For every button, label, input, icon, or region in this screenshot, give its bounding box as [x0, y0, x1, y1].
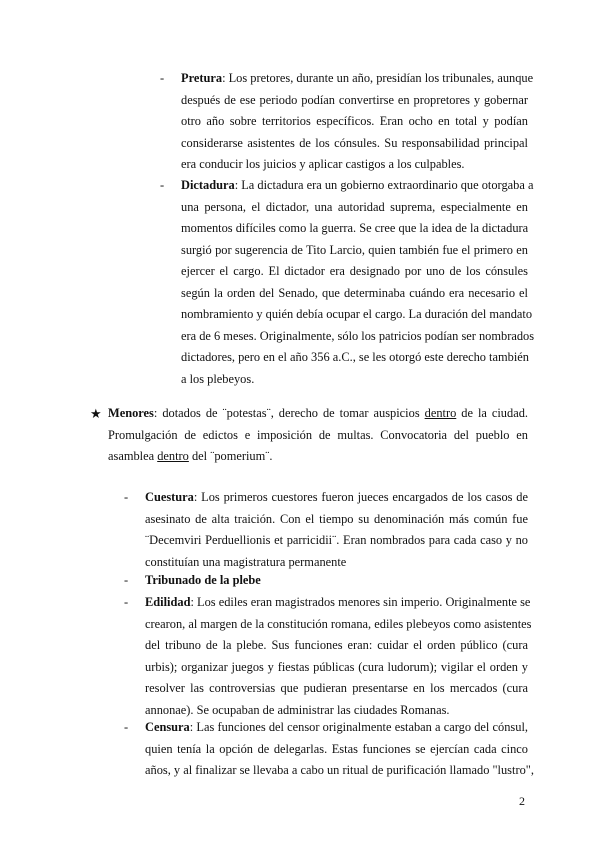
list-item-pretura: Pretura: Los pretores, durante un año, presidían los tribunales, aunque después de ese periodo podían convertirse en propretores y gobernar otro año sobre territorios específicos. Eran ocho en total y podían considerarse asistentes de los cónsules. Su responsabilidad principal era conducir los juicios y aplicar castigos a los culpables. [181, 71, 534, 171]
term-edilidad: Edilidad [145, 595, 191, 609]
list-item-cuestura: Cuestura: Los primeros cuestores fueron jueces encargados de los casos de asesinato de alta traición. Con el tiempo su denominación más común fue ¨Decemviri Perduellionis et parricidii¨. Eran nombrados para cada caso y no constituían una magistratura permanente [145, 490, 528, 569]
term-dictadura: Dictadura [181, 178, 235, 192]
term-cuestura: Cuestura [145, 490, 194, 504]
star-bullet-icon: ★ [90, 406, 102, 421]
term-tribunado: Tribunado de la plebe [145, 573, 261, 587]
list-item-dictadura: Dictadura: La dictadura era un gobierno extraordinario que otorgaba a una persona, el dictador, una autoridad suprema, especialmente en momentos difíciles como la guerra. Se cree que la idea de la dictadura surgió por sugerencia de Tito Larcio, quien también fue el primero en ejercer el cargo. El dictador era designado por uno de los cónsules según la orden del Senado, que determinaba cuándo era necesario el nombramiento y quién debía ocupar el cargo. La duración del mandato era de 6 meses. Originalmente, sólo los patricios podían ser nombrados dictadores, pero en el año 356 a.C., se les otorgó este derecho también a los plebeyos. [181, 178, 535, 386]
list-dash: - [124, 490, 129, 504]
term-menores: Menores [108, 406, 154, 420]
list-dash: - [124, 595, 129, 609]
list-item-tribunado [145, 570, 528, 592]
list-dash: - [124, 720, 129, 734]
list-dash: - [124, 573, 129, 587]
term-censura: Censura [145, 720, 190, 734]
list-item-edilidad: Edilidad: Los ediles eran magistrados menores sin imperio. Originalmente se crearon, al margen de la constitución romana, ediles plebeyos como asistentes del tribuno de la plebe. Sus funciones eran: cuidar el orden público (cura urbis); organizar juegos y fiestas públicas (cura ludorum); vigilar el orden y resolver las controversias que pudieran presentarse en los mercados (cura annonae). Se ocupaban de administrar las ciudades Romanas. [145, 595, 532, 717]
list-item-censura: Censura: Las funciones del censor originalmente estaban a cargo del cónsul, quien tenía la opción de delegarlas. Estas funciones se ejercían cada cinco años, y al finalizar se llevaba a cabo un ritual de purificación llamado "lustro", [145, 720, 534, 777]
page-number: 2 [519, 794, 525, 808]
menores-paragraph: Menores: dotados de ¨potestas¨, derecho de tomar auspicios dentro de la ciudad. Promulgación de edictos e imposición de multas. Convocatoria del pueblo en asamblea dentro del ¨pomerium¨. [108, 406, 528, 463]
term-pretura: Pretura [181, 71, 223, 85]
list-dash: - [160, 71, 165, 85]
list-dash: - [160, 178, 165, 192]
